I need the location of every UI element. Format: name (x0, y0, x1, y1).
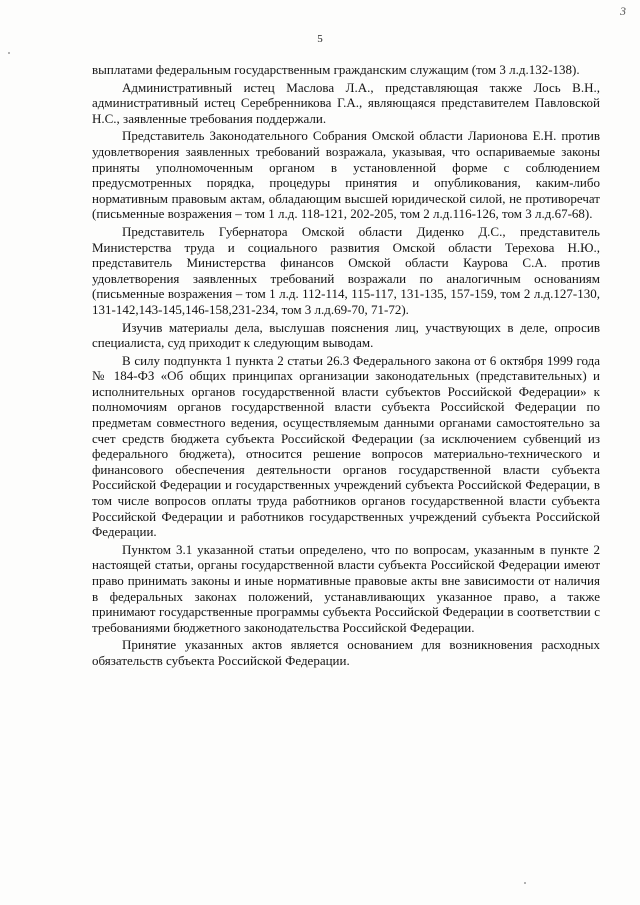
paragraph-continuation: выплатами федеральным государственным гражданским служащим (том 3 л.д.132-138). (92, 62, 580, 77)
paragraph-legislative-objection: Представитель Законодательного Собрания Омской области Ларионова Е.Н. против удовлетворения заявленных требований возражала, указывая, что оспариваемые законы приняты уполномоченным органом в установленной форме с соблюдением предусмотренных порядка, процедуры принятия и опубликования, каким-либо нормативным правовым актам, обладающим высшей юридической силой, не противоречат (письменные возражения – том 1 л.д. 118-121, 202-205, том 2 л.д.116-126, том 3 л.д.67-68). (92, 128, 600, 222)
paragraph-court-findings-intro: Изучив материалы дела, выслушав пояснения лиц, участвующих в деле, опросив специалиста, суд приходит к следующим выводам. (92, 319, 600, 351)
scan-speck (8, 52, 10, 54)
document-body (92, 62, 600, 671)
scan-speck (524, 882, 526, 884)
page-number: 5 (317, 33, 323, 45)
paragraph-clause-3-1: Пунктом 3.1 указанной статьи определено, что по вопросам, указанным в пункте 2 настоящей статьи, органы государственной власти субъекта Российской Федерации имеют право принимать законы и иные нормативные правовые акты вне зависимости от наличия в федеральных законах положений, устанавливающих указанное право, а также принимают государственные программы субъекта Российской Федерации в соответствии с требованиями бюджетного законодательства Российской Федерации. (92, 541, 600, 635)
paragraph-federal-law-provision: В силу подпункта 1 пункта 2 статьи 26.3 Федерального закона от 6 октября 1999 года № 184-ФЗ «Об общих принципах организации законодательных (представительных) и исполнительных органов государственной власти субъектов Российской Федерации» к полномочиям органов государственной власти субъекта Российской Федерации по предметам совместного ведения, осуществляемым данными органами самостоятельно за счет средств бюджета субъекта Российской Федерации (за исключением субвенций из федерального бюджета), относится решение вопросов материально-технического и финансового обеспечения деятельности органов государственной власти субъекта Российской Федерации и государственных учреждений субъекта Российской Федерации, в том числе вопросов оплаты труда работников органов государственной власти субъекта Российской Федерации и работников государственных учреждений субъекта Российской Федерации. (92, 352, 600, 540)
paragraph-government-objection: Представитель Губернатора Омской области Диденко Д.С., представитель Министерства труда и социального развития Омской области Терехова Н.Ю., представитель Министерства финансов Омской области Каурова С.А. против удовлетворения заявленных требований возражали по аналогичным основаниям (письменные возражения – том 1 л.д. 112-114, 115-117, 131-135, 157-159, том 2 л.д.127-130, 131-142,143-145,146-158,231-234, том 3 л.д.69-70, 71-72). (92, 223, 600, 317)
paragraph-plaintiff-support: Административный истец Маслова Л.А., представляющая также Лось В.Н., административный истец Серебренникова Г.А., являющаяся представителем Павловской Н.С., заявленные требования поддержали. (92, 79, 600, 126)
paragraph-acts-basis: Принятие указанных актов является основанием для возникновения расходных обязательств субъекта Российской Федерации. (92, 637, 600, 668)
handwritten-corner-mark: 3 (620, 4, 626, 18)
